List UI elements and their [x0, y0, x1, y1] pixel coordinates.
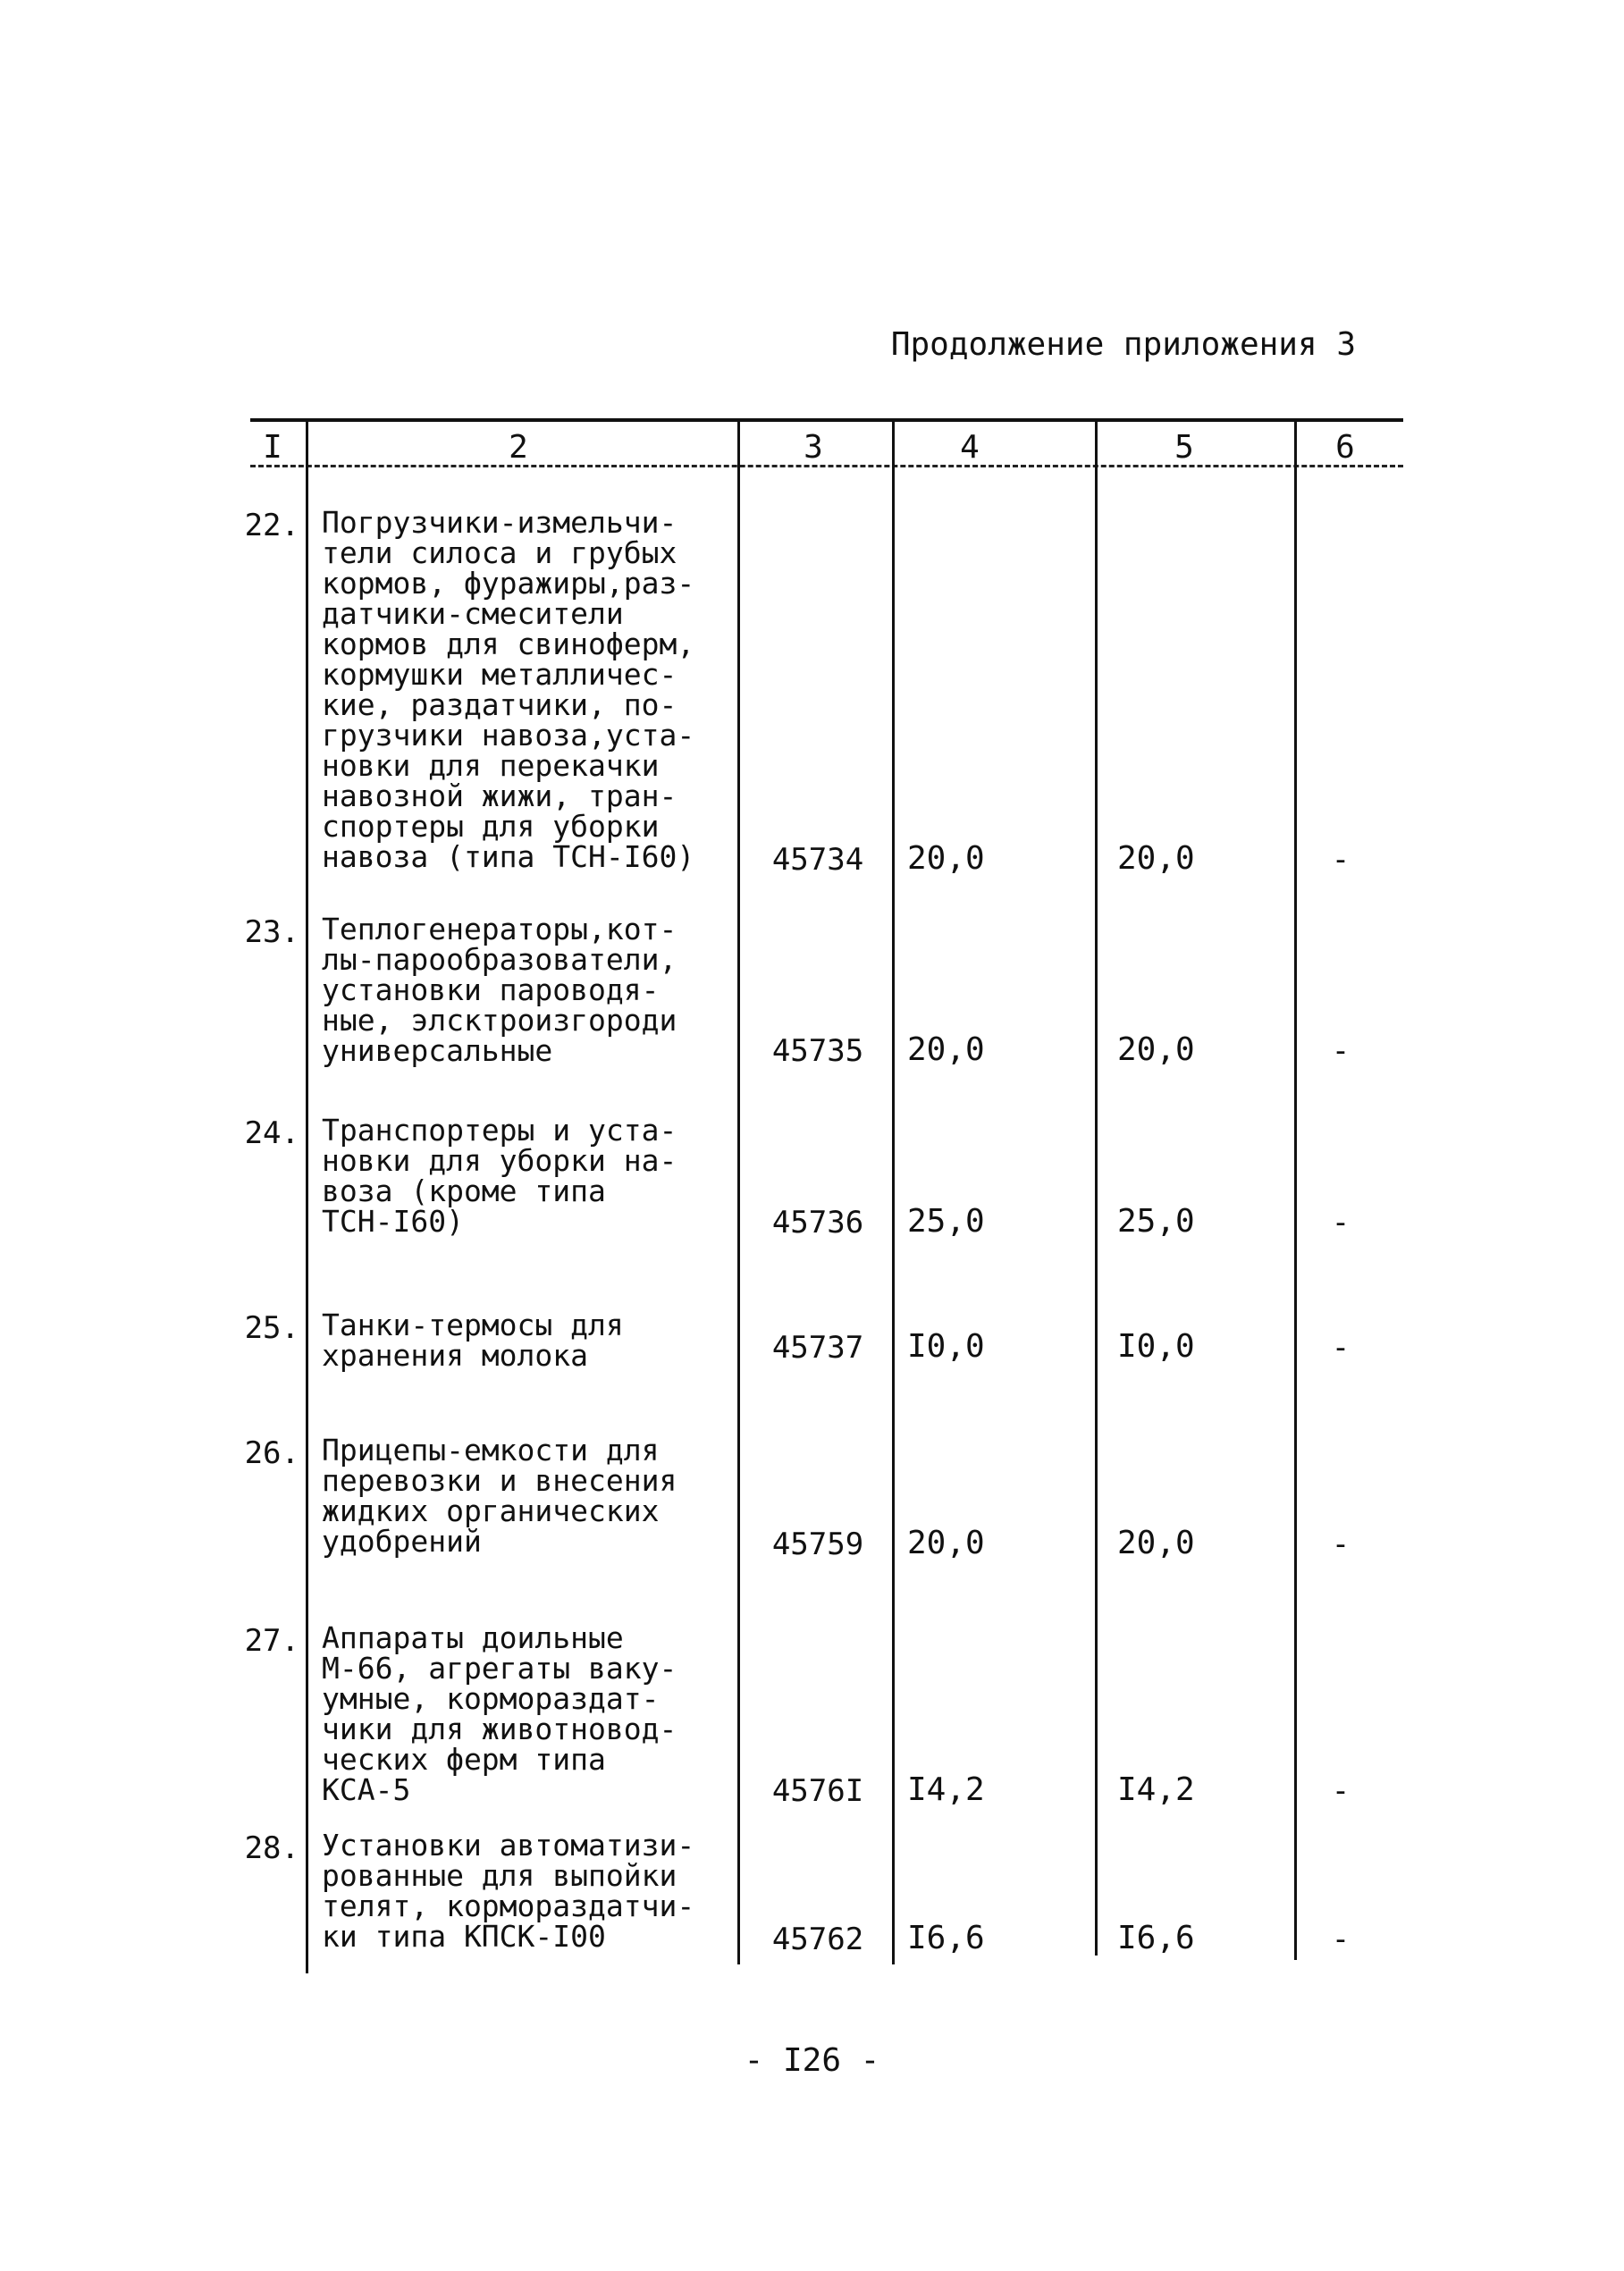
row-name-line: кормов для свинoферм,: [322, 627, 695, 661]
row-name-line: перевозки и внесения: [322, 1463, 677, 1498]
row-code: 4576I: [771, 1773, 864, 1809]
row-name-line: Танки-термосы для: [322, 1308, 624, 1342]
row-name-line: установки пароводя-: [322, 972, 660, 1007]
column-rule-3: [892, 418, 895, 1964]
row-name-line: навозной жижи, тран-: [322, 778, 677, 813]
row-value-6: -: [1331, 1330, 1351, 1366]
row-name-line: чики для животновод-: [322, 1712, 677, 1746]
row-name-line: спортеры для уборки: [322, 809, 660, 844]
row-number: 25.: [244, 1310, 299, 1346]
data-table: [244, 418, 1403, 1973]
row-value-4: 20,0: [907, 1525, 985, 1561]
row-name-line: лы-парообразователи,: [322, 942, 677, 977]
row-name-line: ные, элсктроизгороди: [322, 1003, 677, 1038]
row-name-line: воза (кроме типа: [322, 1173, 606, 1208]
row-value-4: 25,0: [907, 1203, 985, 1240]
row-name-line: М-66, агрегаты ваку-: [322, 1651, 677, 1686]
row-name-line: новки для уборки на-: [322, 1143, 677, 1178]
row-value-4: 20,0: [907, 1031, 985, 1068]
row-code: 45737: [771, 1330, 864, 1366]
row-code: 45762: [771, 1922, 864, 1957]
row-name: [322, 914, 742, 1066]
row-value-6: -: [1331, 1773, 1351, 1809]
column-header-6: 6: [1335, 429, 1355, 466]
row-code: 45736: [771, 1205, 864, 1241]
row-code: 45735: [771, 1033, 864, 1069]
row-value-6: -: [1331, 1527, 1351, 1562]
row-name: [322, 505, 742, 874]
column-rule-5: [1294, 418, 1297, 1960]
column-header-2: 2: [509, 429, 528, 466]
row-value-4: I4,2: [907, 1771, 985, 1808]
page-heading: Продолжение приложения 3: [890, 326, 1356, 363]
row-value-6: -: [1331, 1922, 1351, 1957]
page-number: - I26 -: [744, 2042, 880, 2079]
row-name-line: телят, кормораздатчи-: [322, 1888, 695, 1923]
column-rule-4: [1095, 418, 1098, 1956]
row-number: 26.: [244, 1435, 299, 1471]
row-value-5: 20,0: [1117, 840, 1195, 877]
row-name-line: кие, раздатчики, по-: [322, 687, 677, 722]
row-value-4: I0,0: [907, 1328, 985, 1365]
row-name: [322, 1830, 742, 1952]
row-value-6: -: [1331, 842, 1351, 878]
row-code: 45734: [771, 842, 864, 878]
row-name-line: умные, кормораздат-: [322, 1681, 660, 1716]
row-name: [322, 1310, 742, 1371]
row-number: 27.: [244, 1623, 299, 1659]
row-name-line: рованные для выпойки: [322, 1858, 677, 1893]
row-name-line: навоза (типа ТСН-I60): [322, 839, 695, 874]
row-name: [322, 1620, 742, 1807]
row-name-line: датчики-смесители: [322, 596, 624, 631]
row-name-line: жидких органических: [322, 1493, 660, 1528]
column-rule-1: [306, 418, 308, 1973]
column-header-5: 5: [1174, 429, 1194, 466]
row-name-line: Аппараты доильные: [322, 1620, 624, 1655]
table-top-rule: [250, 418, 1403, 422]
row-value-5: 20,0: [1117, 1031, 1195, 1068]
row-name-line: Транспортеры и уста-: [322, 1113, 677, 1148]
row-value-5: I0,0: [1117, 1328, 1195, 1365]
row-name-line: грузчики навоза,уста-: [322, 718, 695, 753]
column-header-1: I: [263, 429, 282, 466]
row-name-line: ки типа КПСК-I00: [322, 1919, 606, 1954]
row-value-5: 25,0: [1117, 1203, 1195, 1240]
row-number: 22.: [244, 508, 299, 543]
row-number: 23.: [244, 914, 299, 950]
row-name-line: КСА-5: [322, 1772, 411, 1807]
row-name-line: тели силоса и грубых: [322, 535, 677, 570]
row-value-5: I4,2: [1117, 1771, 1195, 1808]
row-name-line: Теплогенераторы,кот-: [322, 912, 677, 946]
row-number: 24.: [244, 1115, 299, 1151]
row-value-6: -: [1331, 1205, 1351, 1241]
row-value-5: 20,0: [1117, 1525, 1195, 1561]
row-value-5: I6,6: [1117, 1920, 1195, 1956]
row-name-line: Погрузчики-измельчи-: [322, 505, 677, 540]
row-code: 45759: [771, 1527, 864, 1562]
column-header-3: 3: [804, 429, 823, 466]
row-name-line: удобрений: [322, 1524, 482, 1559]
row-name-line: Прицепы-емкости для: [322, 1433, 660, 1468]
column-header-4: 4: [960, 429, 980, 466]
row-name-line: хранения молока: [322, 1338, 589, 1373]
row-name-line: ТСН-I60): [322, 1204, 464, 1239]
row-value-6: -: [1331, 1033, 1351, 1069]
row-value-4: 20,0: [907, 840, 985, 877]
row-name-line: универсальные: [322, 1033, 553, 1068]
row-name-line: Установки автоматизи-: [322, 1828, 695, 1863]
row-name: [322, 1115, 742, 1237]
row-name: [322, 1435, 742, 1557]
row-number: 28.: [244, 1830, 299, 1866]
row-value-4: I6,6: [907, 1920, 985, 1956]
row-name-line: ческих ферм типа: [322, 1742, 606, 1777]
row-name-line: кормушки металличес-: [322, 657, 677, 692]
row-name-line: кормов, фуражиры,раз-: [322, 566, 695, 601]
row-name-line: новки для перекачки: [322, 748, 660, 783]
